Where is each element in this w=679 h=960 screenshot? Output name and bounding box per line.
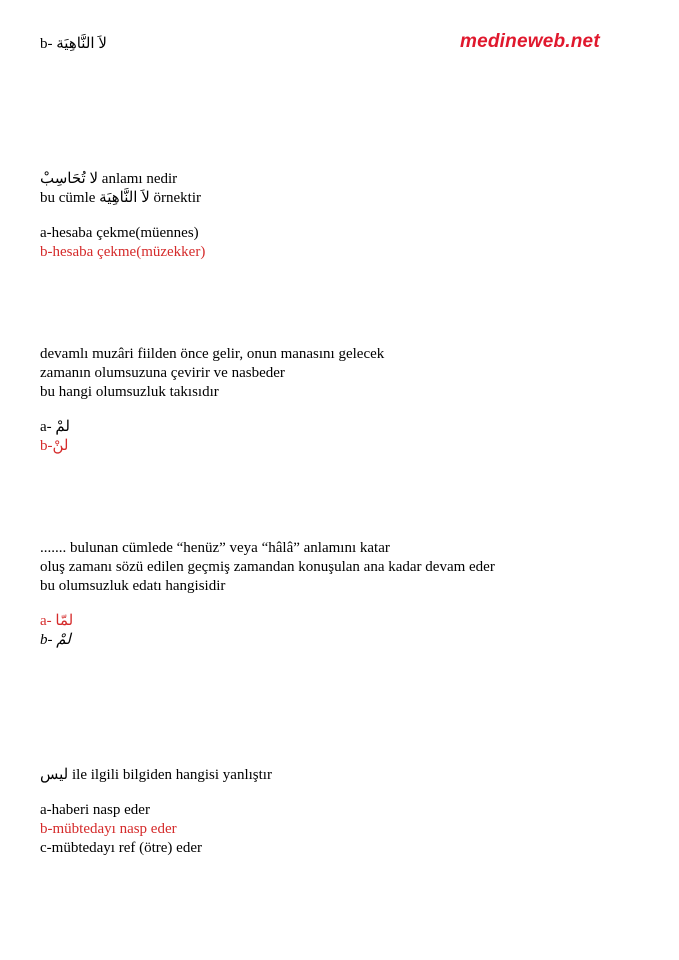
question-1-line-1: لا تُحَاسِبْ anlamı nedir xyxy=(40,171,178,187)
question-4-option-b-correct: b-mübtedayı nasp eder xyxy=(40,821,177,837)
question-2-line-3: bu hangi olumsuzluk takısıdır xyxy=(40,384,219,400)
question-1-option-b-correct: b-hesaba çekme(müzekker) xyxy=(40,244,206,260)
brand-watermark: medineweb.net xyxy=(460,31,600,52)
question-3-line-3: bu olumsuzluk edatı hangisidir xyxy=(40,578,226,594)
question-3-option-b: b- لمْ xyxy=(40,632,71,648)
top-answer: b- لاَ النَّاهِيَة xyxy=(40,36,107,52)
question-1-line-2: bu cümle لاَ النَّاهِيَة örnektir xyxy=(40,190,202,206)
question-3-line-1: ....... bulunan cümlede “henüz” veya “hâlâ” anlamını katar xyxy=(40,540,390,556)
question-3-option-a-correct: a- لمّا xyxy=(40,613,74,629)
question-2-option-a: a- لمْ xyxy=(40,419,70,435)
question-3-line-2: oluş zamanı sözü edilen geçmiş zamandan konuşulan ana kadar devam eder xyxy=(40,559,495,575)
question-4-option-a: a-haberi nasp eder xyxy=(40,802,150,818)
question-4-line-1: ليس ile ilgili bilgiden hangisi yanlıştır xyxy=(40,767,272,783)
question-1-option-a: a-hesaba çekme(müennes) xyxy=(40,225,199,241)
question-2-line-1: devamlı muzâri fiilden önce gelir, onun manasını gelecek xyxy=(40,346,385,362)
question-4-option-c: c-mübtedayı ref (ötre) eder xyxy=(40,840,202,856)
question-2-option-b-correct: b-لنْ xyxy=(40,438,69,454)
question-2-line-2: zamanın olumsuzuna çevirir ve nasbeder xyxy=(40,365,285,381)
